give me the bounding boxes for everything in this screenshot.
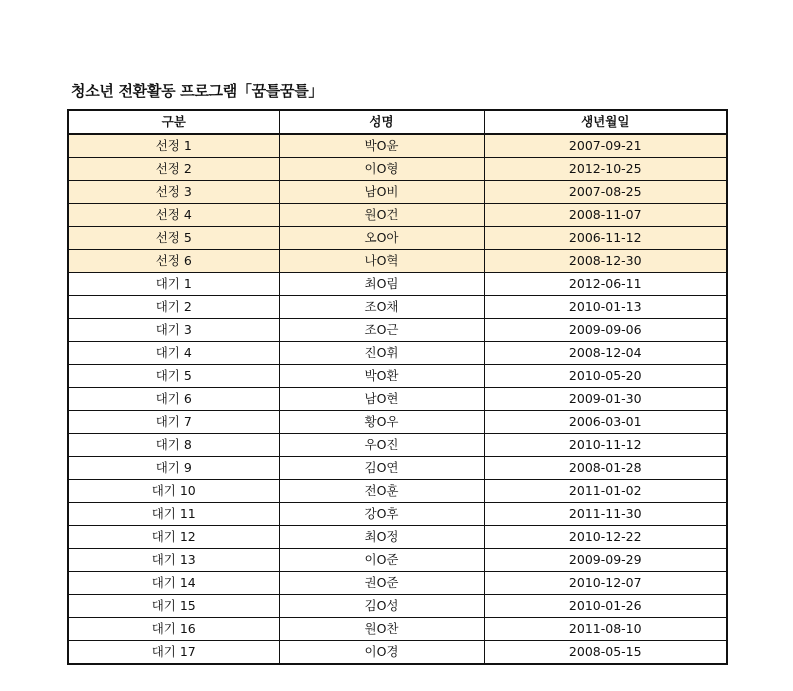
table-row-waiting — [68, 457, 727, 480]
cell-birthdate: 2012-06-11 — [484, 273, 727, 296]
cell-category: 대기 10 — [68, 480, 279, 503]
cell-category: 대기 2 — [68, 296, 279, 319]
table-row-selected — [68, 227, 727, 250]
cell-birthdate: 2008-05-15 — [484, 641, 727, 665]
cell-birthdate: 2008-12-04 — [484, 342, 727, 365]
cell-category: 대기 14 — [68, 572, 279, 595]
cell-birthdate: 2009-01-30 — [484, 388, 727, 411]
header-row — [68, 110, 727, 134]
table-row-waiting — [68, 549, 727, 572]
cell-category: 대기 12 — [68, 526, 279, 549]
table-row-waiting — [68, 434, 727, 457]
cell-category: 대기 15 — [68, 595, 279, 618]
table-row-waiting — [68, 319, 727, 342]
table-row-waiting — [68, 618, 727, 641]
cell-name: 남O비 — [279, 181, 484, 204]
table-row-waiting — [68, 388, 727, 411]
cell-name: 황O우 — [279, 411, 484, 434]
cell-category: 대기 9 — [68, 457, 279, 480]
cell-birthdate: 2010-05-20 — [484, 365, 727, 388]
cell-name: 박O윤 — [279, 134, 484, 158]
cell-category: 선정 1 — [68, 134, 279, 158]
table-row-selected — [68, 250, 727, 273]
cell-category: 대기 16 — [68, 618, 279, 641]
cell-birthdate: 2009-09-29 — [484, 549, 727, 572]
cell-name: 강O후 — [279, 503, 484, 526]
cell-name: 김O연 — [279, 457, 484, 480]
cell-category: 대기 17 — [68, 641, 279, 665]
table-row-waiting — [68, 572, 727, 595]
cell-birthdate: 2006-03-01 — [484, 411, 727, 434]
cell-name: 조O채 — [279, 296, 484, 319]
table-row-waiting — [68, 411, 727, 434]
table-row-waiting — [68, 273, 727, 296]
cell-name: 오O아 — [279, 227, 484, 250]
cell-category: 대기 4 — [68, 342, 279, 365]
table-row-waiting — [68, 342, 727, 365]
cell-birthdate: 2008-01-28 — [484, 457, 727, 480]
cell-birthdate: 2010-11-12 — [484, 434, 727, 457]
cell-category: 대기 3 — [68, 319, 279, 342]
cell-birthdate: 2007-09-21 — [484, 134, 727, 158]
roster-table — [67, 109, 728, 665]
cell-birthdate: 2010-12-07 — [484, 572, 727, 595]
table-header — [68, 110, 727, 134]
cell-name: 원O찬 — [279, 618, 484, 641]
cell-name: 최O정 — [279, 526, 484, 549]
cell-name: 조O근 — [279, 319, 484, 342]
cell-birthdate: 2008-12-30 — [484, 250, 727, 273]
table-row-waiting — [68, 503, 727, 526]
cell-name: 이O준 — [279, 549, 484, 572]
cell-name: 원O건 — [279, 204, 484, 227]
cell-name: 권O준 — [279, 572, 484, 595]
cell-category: 대기 8 — [68, 434, 279, 457]
cell-birthdate: 2011-11-30 — [484, 503, 727, 526]
cell-category: 선정 6 — [68, 250, 279, 273]
table-row-waiting — [68, 526, 727, 549]
cell-name: 남O현 — [279, 388, 484, 411]
table-row-selected — [68, 134, 727, 158]
cell-birthdate: 2010-12-22 — [484, 526, 727, 549]
table-row-selected — [68, 181, 727, 204]
document-title: 청소년 전환활동 프로그램「꿈틀꿈틀」 — [71, 82, 324, 100]
cell-name: 박O환 — [279, 365, 484, 388]
cell-category: 대기 11 — [68, 503, 279, 526]
cell-birthdate: 2009-09-06 — [484, 319, 727, 342]
cell-birthdate: 2010-01-13 — [484, 296, 727, 319]
cell-name: 김O성 — [279, 595, 484, 618]
table-row-selected — [68, 204, 727, 227]
cell-name: 이O경 — [279, 641, 484, 665]
cell-category: 선정 3 — [68, 181, 279, 204]
cell-category: 선정 2 — [68, 158, 279, 181]
cell-name: 진O휘 — [279, 342, 484, 365]
cell-birthdate: 2012-10-25 — [484, 158, 727, 181]
header-birthdate: 생년월일 — [484, 110, 727, 134]
cell-category: 대기 1 — [68, 273, 279, 296]
cell-name: 나O혁 — [279, 250, 484, 273]
table-row-waiting — [68, 365, 727, 388]
header-category: 구분 — [68, 110, 279, 134]
cell-birthdate: 2010-01-26 — [484, 595, 727, 618]
table-body — [68, 134, 727, 664]
header-name: 성명 — [279, 110, 484, 134]
cell-birthdate: 2011-08-10 — [484, 618, 727, 641]
table-row-selected — [68, 158, 727, 181]
cell-name: 이O형 — [279, 158, 484, 181]
cell-birthdate: 2007-08-25 — [484, 181, 727, 204]
cell-birthdate: 2008-11-07 — [484, 204, 727, 227]
table-row-waiting — [68, 296, 727, 319]
cell-category: 대기 13 — [68, 549, 279, 572]
cell-category: 대기 7 — [68, 411, 279, 434]
cell-name: 최O림 — [279, 273, 484, 296]
cell-category: 선정 5 — [68, 227, 279, 250]
cell-category: 선정 4 — [68, 204, 279, 227]
table-row-waiting — [68, 641, 727, 665]
table-row-waiting — [68, 595, 727, 618]
cell-category: 대기 5 — [68, 365, 279, 388]
cell-birthdate: 2011-01-02 — [484, 480, 727, 503]
table-row-waiting — [68, 480, 727, 503]
cell-category: 대기 6 — [68, 388, 279, 411]
cell-name: 우O진 — [279, 434, 484, 457]
cell-name: 전O훈 — [279, 480, 484, 503]
cell-birthdate: 2006-11-12 — [484, 227, 727, 250]
